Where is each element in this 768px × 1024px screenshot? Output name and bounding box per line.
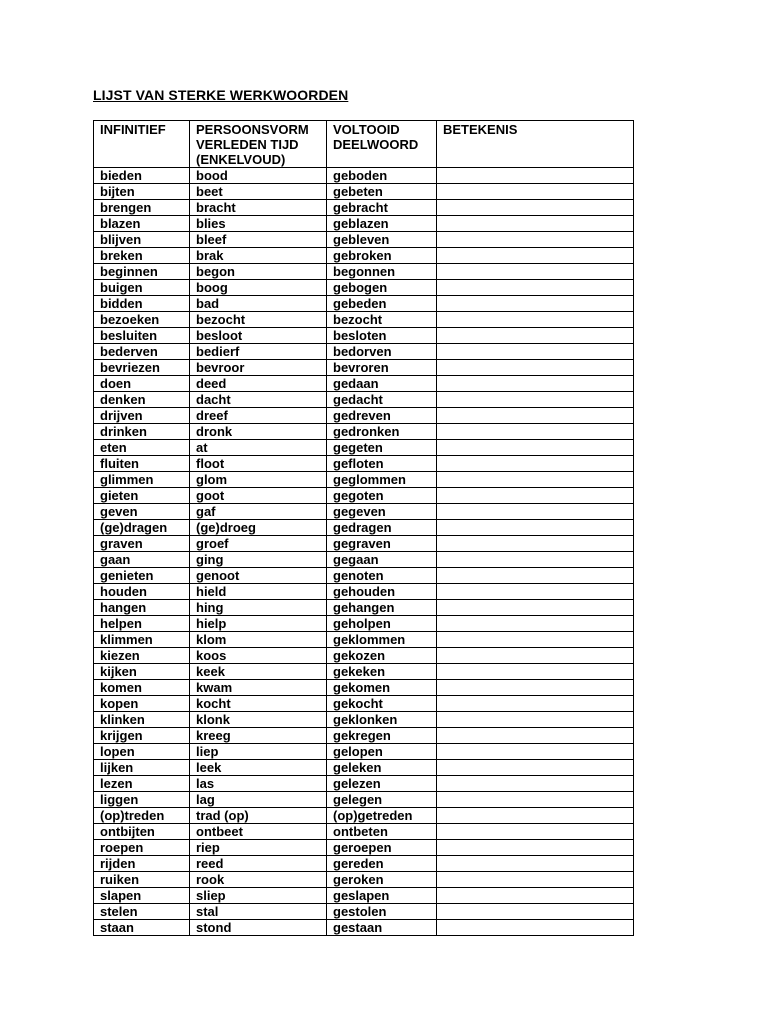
cell-verleden-tijd: kreeg	[190, 728, 327, 744]
cell-verleden-tijd: deed	[190, 376, 327, 392]
cell-betekenis	[437, 216, 634, 232]
verb-table	[93, 120, 634, 936]
table-row	[94, 872, 634, 888]
cell-infinitief: lezen	[94, 776, 190, 792]
cell-voltooid-deelwoord: gebeden	[327, 296, 437, 312]
table-row	[94, 504, 634, 520]
cell-verleden-tijd: begon	[190, 264, 327, 280]
table-row	[94, 648, 634, 664]
cell-infinitief: krijgen	[94, 728, 190, 744]
cell-infinitief: blazen	[94, 216, 190, 232]
cell-betekenis	[437, 920, 634, 936]
cell-betekenis	[437, 568, 634, 584]
table-row	[94, 296, 634, 312]
column-header-line: VERLEDEN TIJD	[196, 137, 299, 152]
table-row	[94, 584, 634, 600]
table-row	[94, 792, 634, 808]
cell-verleden-tijd: dronk	[190, 424, 327, 440]
cell-verleden-tijd: boog	[190, 280, 327, 296]
cell-voltooid-deelwoord: gebleven	[327, 232, 437, 248]
cell-voltooid-deelwoord: ontbeten	[327, 824, 437, 840]
cell-infinitief: glimmen	[94, 472, 190, 488]
cell-infinitief: blijven	[94, 232, 190, 248]
table-row	[94, 664, 634, 680]
table-row	[94, 696, 634, 712]
cell-verleden-tijd: liep	[190, 744, 327, 760]
cell-voltooid-deelwoord: gegoten	[327, 488, 437, 504]
table-row	[94, 488, 634, 504]
cell-voltooid-deelwoord: gelegen	[327, 792, 437, 808]
cell-betekenis	[437, 408, 634, 424]
cell-infinitief: buigen	[94, 280, 190, 296]
cell-betekenis	[437, 584, 634, 600]
cell-betekenis	[437, 456, 634, 472]
cell-betekenis	[437, 600, 634, 616]
cell-verleden-tijd: genoot	[190, 568, 327, 584]
table-row	[94, 616, 634, 632]
cell-betekenis	[437, 472, 634, 488]
cell-verleden-tijd: at	[190, 440, 327, 456]
column-header-line: PERSOONSVORM	[196, 122, 309, 137]
cell-voltooid-deelwoord: gehouden	[327, 584, 437, 600]
cell-infinitief: roepen	[94, 840, 190, 856]
column-header-line: VOLTOOID	[333, 122, 400, 137]
column-header-line: (ENKELVOUD)	[196, 152, 286, 167]
cell-infinitief: bevriezen	[94, 360, 190, 376]
cell-verleden-tijd: goot	[190, 488, 327, 504]
cell-infinitief: houden	[94, 584, 190, 600]
cell-infinitief: gaan	[94, 552, 190, 568]
cell-infinitief: bijten	[94, 184, 190, 200]
cell-infinitief: bederven	[94, 344, 190, 360]
cell-infinitief: (op)treden	[94, 808, 190, 824]
cell-verleden-tijd: rook	[190, 872, 327, 888]
cell-voltooid-deelwoord: gebracht	[327, 200, 437, 216]
cell-voltooid-deelwoord: gedreven	[327, 408, 437, 424]
cell-betekenis	[437, 232, 634, 248]
cell-betekenis	[437, 184, 634, 200]
cell-betekenis	[437, 792, 634, 808]
cell-betekenis	[437, 200, 634, 216]
cell-verleden-tijd: dreef	[190, 408, 327, 424]
cell-betekenis	[437, 760, 634, 776]
cell-voltooid-deelwoord: gelezen	[327, 776, 437, 792]
cell-betekenis	[437, 424, 634, 440]
cell-betekenis	[437, 376, 634, 392]
cell-betekenis	[437, 776, 634, 792]
table-row	[94, 904, 634, 920]
cell-betekenis	[437, 648, 634, 664]
cell-betekenis	[437, 808, 634, 824]
cell-verleden-tijd: dacht	[190, 392, 327, 408]
cell-infinitief: graven	[94, 536, 190, 552]
cell-voltooid-deelwoord: gestaan	[327, 920, 437, 936]
cell-infinitief: liggen	[94, 792, 190, 808]
table-row	[94, 216, 634, 232]
cell-infinitief: kiezen	[94, 648, 190, 664]
table-row	[94, 536, 634, 552]
table-row	[94, 888, 634, 904]
table-row	[94, 760, 634, 776]
table-row	[94, 424, 634, 440]
cell-voltooid-deelwoord: geklonken	[327, 712, 437, 728]
table-row	[94, 680, 634, 696]
page-title: LIJST VAN STERKE WERKWOORDEN	[93, 87, 349, 103]
cell-voltooid-deelwoord: gegaan	[327, 552, 437, 568]
column-header-line: BETEKENIS	[443, 122, 518, 137]
cell-voltooid-deelwoord: gekeken	[327, 664, 437, 680]
cell-infinitief: slapen	[94, 888, 190, 904]
cell-verleden-tijd: klonk	[190, 712, 327, 728]
verb-table-body	[94, 168, 634, 936]
cell-infinitief: lijken	[94, 760, 190, 776]
column-header-line: DEELWOORD	[333, 137, 419, 152]
cell-betekenis	[437, 824, 634, 840]
cell-verleden-tijd: besloot	[190, 328, 327, 344]
cell-verleden-tijd: reed	[190, 856, 327, 872]
cell-verleden-tijd: kwam	[190, 680, 327, 696]
cell-voltooid-deelwoord: gegeten	[327, 440, 437, 456]
cell-infinitief: geven	[94, 504, 190, 520]
cell-infinitief: staan	[94, 920, 190, 936]
cell-voltooid-deelwoord: gegraven	[327, 536, 437, 552]
table-row	[94, 232, 634, 248]
cell-voltooid-deelwoord: gegeven	[327, 504, 437, 520]
cell-verleden-tijd: kocht	[190, 696, 327, 712]
cell-verleden-tijd: bedierf	[190, 344, 327, 360]
cell-voltooid-deelwoord: gereden	[327, 856, 437, 872]
cell-voltooid-deelwoord: bezocht	[327, 312, 437, 328]
cell-infinitief: kopen	[94, 696, 190, 712]
cell-voltooid-deelwoord: begonnen	[327, 264, 437, 280]
cell-voltooid-deelwoord: gedragen	[327, 520, 437, 536]
cell-infinitief: klinken	[94, 712, 190, 728]
table-row	[94, 920, 634, 936]
table-row	[94, 824, 634, 840]
table-row	[94, 456, 634, 472]
cell-voltooid-deelwoord: geholpen	[327, 616, 437, 632]
table-row	[94, 856, 634, 872]
cell-infinitief: bieden	[94, 168, 190, 184]
table-row	[94, 328, 634, 344]
cell-infinitief: drijven	[94, 408, 190, 424]
cell-infinitief: rijden	[94, 856, 190, 872]
table-row	[94, 312, 634, 328]
cell-betekenis	[437, 280, 634, 296]
cell-infinitief: klimmen	[94, 632, 190, 648]
table-row	[94, 808, 634, 824]
table-row	[94, 344, 634, 360]
table-row	[94, 264, 634, 280]
table-header-row	[94, 121, 634, 168]
cell-infinitief: beginnen	[94, 264, 190, 280]
cell-voltooid-deelwoord: bevroren	[327, 360, 437, 376]
cell-betekenis	[437, 392, 634, 408]
cell-infinitief: bezoeken	[94, 312, 190, 328]
cell-voltooid-deelwoord: geroken	[327, 872, 437, 888]
cell-verleden-tijd: floot	[190, 456, 327, 472]
cell-betekenis	[437, 440, 634, 456]
cell-betekenis	[437, 616, 634, 632]
cell-verleden-tijd: hield	[190, 584, 327, 600]
cell-betekenis	[437, 712, 634, 728]
cell-voltooid-deelwoord: geslapen	[327, 888, 437, 904]
cell-voltooid-deelwoord: gedacht	[327, 392, 437, 408]
table-row	[94, 520, 634, 536]
cell-verleden-tijd: ontbeet	[190, 824, 327, 840]
cell-verleden-tijd: (ge)droeg	[190, 520, 327, 536]
cell-verleden-tijd: klom	[190, 632, 327, 648]
cell-voltooid-deelwoord: geleken	[327, 760, 437, 776]
cell-betekenis	[437, 360, 634, 376]
cell-voltooid-deelwoord: gehangen	[327, 600, 437, 616]
column-header-voltooid-deelwoord	[327, 121, 437, 168]
cell-voltooid-deelwoord: bedorven	[327, 344, 437, 360]
cell-voltooid-deelwoord: geboden	[327, 168, 437, 184]
table-row	[94, 168, 634, 184]
table-row	[94, 472, 634, 488]
cell-betekenis	[437, 552, 634, 568]
cell-verleden-tijd: brak	[190, 248, 327, 264]
cell-infinitief: gieten	[94, 488, 190, 504]
cell-betekenis	[437, 904, 634, 920]
column-header-line: INFINITIEF	[100, 122, 166, 137]
cell-verleden-tijd: koos	[190, 648, 327, 664]
cell-voltooid-deelwoord: (op)getreden	[327, 808, 437, 824]
cell-voltooid-deelwoord: gefloten	[327, 456, 437, 472]
cell-verleden-tijd: gaf	[190, 504, 327, 520]
cell-infinitief: denken	[94, 392, 190, 408]
cell-betekenis	[437, 744, 634, 760]
cell-infinitief: komen	[94, 680, 190, 696]
column-header-persoonsvorm	[190, 121, 327, 168]
table-row	[94, 360, 634, 376]
cell-voltooid-deelwoord: gekregen	[327, 728, 437, 744]
table-row	[94, 600, 634, 616]
table-row	[94, 200, 634, 216]
table-row	[94, 552, 634, 568]
cell-infinitief: genieten	[94, 568, 190, 584]
cell-verleden-tijd: bezocht	[190, 312, 327, 328]
cell-verleden-tijd: bracht	[190, 200, 327, 216]
cell-voltooid-deelwoord: geroepen	[327, 840, 437, 856]
cell-infinitief: ontbijten	[94, 824, 190, 840]
table-row	[94, 712, 634, 728]
cell-verleden-tijd: groef	[190, 536, 327, 552]
cell-betekenis	[437, 856, 634, 872]
cell-infinitief: lopen	[94, 744, 190, 760]
cell-voltooid-deelwoord: geklommen	[327, 632, 437, 648]
cell-betekenis	[437, 488, 634, 504]
cell-infinitief: hangen	[94, 600, 190, 616]
cell-voltooid-deelwoord: gebroken	[327, 248, 437, 264]
cell-verleden-tijd: glom	[190, 472, 327, 488]
cell-betekenis	[437, 520, 634, 536]
cell-betekenis	[437, 344, 634, 360]
cell-betekenis	[437, 696, 634, 712]
table-row	[94, 376, 634, 392]
cell-infinitief: besluiten	[94, 328, 190, 344]
cell-betekenis	[437, 680, 634, 696]
cell-verleden-tijd: bleef	[190, 232, 327, 248]
table-row	[94, 776, 634, 792]
cell-betekenis	[437, 840, 634, 856]
cell-verleden-tijd: leek	[190, 760, 327, 776]
cell-betekenis	[437, 168, 634, 184]
cell-infinitief: helpen	[94, 616, 190, 632]
table-row	[94, 632, 634, 648]
cell-voltooid-deelwoord: gedronken	[327, 424, 437, 440]
table-row	[94, 248, 634, 264]
cell-voltooid-deelwoord: gestolen	[327, 904, 437, 920]
cell-verleden-tijd: keek	[190, 664, 327, 680]
cell-betekenis	[437, 872, 634, 888]
cell-verleden-tijd: trad (op)	[190, 808, 327, 824]
cell-verleden-tijd: bad	[190, 296, 327, 312]
cell-voltooid-deelwoord: besloten	[327, 328, 437, 344]
cell-verleden-tijd: las	[190, 776, 327, 792]
cell-voltooid-deelwoord: gebeten	[327, 184, 437, 200]
table-row	[94, 744, 634, 760]
cell-betekenis	[437, 296, 634, 312]
cell-verleden-tijd: sliep	[190, 888, 327, 904]
cell-infinitief: bidden	[94, 296, 190, 312]
cell-infinitief: eten	[94, 440, 190, 456]
cell-infinitief: (ge)dragen	[94, 520, 190, 536]
cell-verleden-tijd: blies	[190, 216, 327, 232]
cell-betekenis	[437, 728, 634, 744]
cell-betekenis	[437, 536, 634, 552]
cell-infinitief: stelen	[94, 904, 190, 920]
table-row	[94, 840, 634, 856]
cell-betekenis	[437, 888, 634, 904]
cell-betekenis	[437, 664, 634, 680]
cell-voltooid-deelwoord: geglommen	[327, 472, 437, 488]
cell-betekenis	[437, 328, 634, 344]
table-row	[94, 728, 634, 744]
table-row	[94, 440, 634, 456]
cell-infinitief: fluiten	[94, 456, 190, 472]
cell-voltooid-deelwoord: gekozen	[327, 648, 437, 664]
cell-verleden-tijd: riep	[190, 840, 327, 856]
cell-voltooid-deelwoord: gekomen	[327, 680, 437, 696]
cell-voltooid-deelwoord: genoten	[327, 568, 437, 584]
cell-verleden-tijd: beet	[190, 184, 327, 200]
table-row	[94, 280, 634, 296]
cell-verleden-tijd: bevroor	[190, 360, 327, 376]
table-row	[94, 392, 634, 408]
cell-voltooid-deelwoord: gelopen	[327, 744, 437, 760]
cell-infinitief: brengen	[94, 200, 190, 216]
cell-verleden-tijd: bood	[190, 168, 327, 184]
table-row	[94, 408, 634, 424]
cell-verleden-tijd: hing	[190, 600, 327, 616]
cell-infinitief: kijken	[94, 664, 190, 680]
table-row	[94, 184, 634, 200]
cell-betekenis	[437, 632, 634, 648]
cell-verleden-tijd: ging	[190, 552, 327, 568]
cell-voltooid-deelwoord: gebogen	[327, 280, 437, 296]
cell-infinitief: breken	[94, 248, 190, 264]
column-header-infinitief	[94, 121, 190, 168]
cell-voltooid-deelwoord: geblazen	[327, 216, 437, 232]
cell-voltooid-deelwoord: gedaan	[327, 376, 437, 392]
cell-betekenis	[437, 248, 634, 264]
cell-betekenis	[437, 264, 634, 280]
cell-infinitief: drinken	[94, 424, 190, 440]
cell-infinitief: ruiken	[94, 872, 190, 888]
column-header-betekenis	[437, 121, 634, 168]
cell-betekenis	[437, 504, 634, 520]
cell-verleden-tijd: stond	[190, 920, 327, 936]
cell-betekenis	[437, 312, 634, 328]
table-row	[94, 568, 634, 584]
cell-verleden-tijd: stal	[190, 904, 327, 920]
cell-verleden-tijd: hielp	[190, 616, 327, 632]
cell-infinitief: doen	[94, 376, 190, 392]
cell-voltooid-deelwoord: gekocht	[327, 696, 437, 712]
cell-verleden-tijd: lag	[190, 792, 327, 808]
